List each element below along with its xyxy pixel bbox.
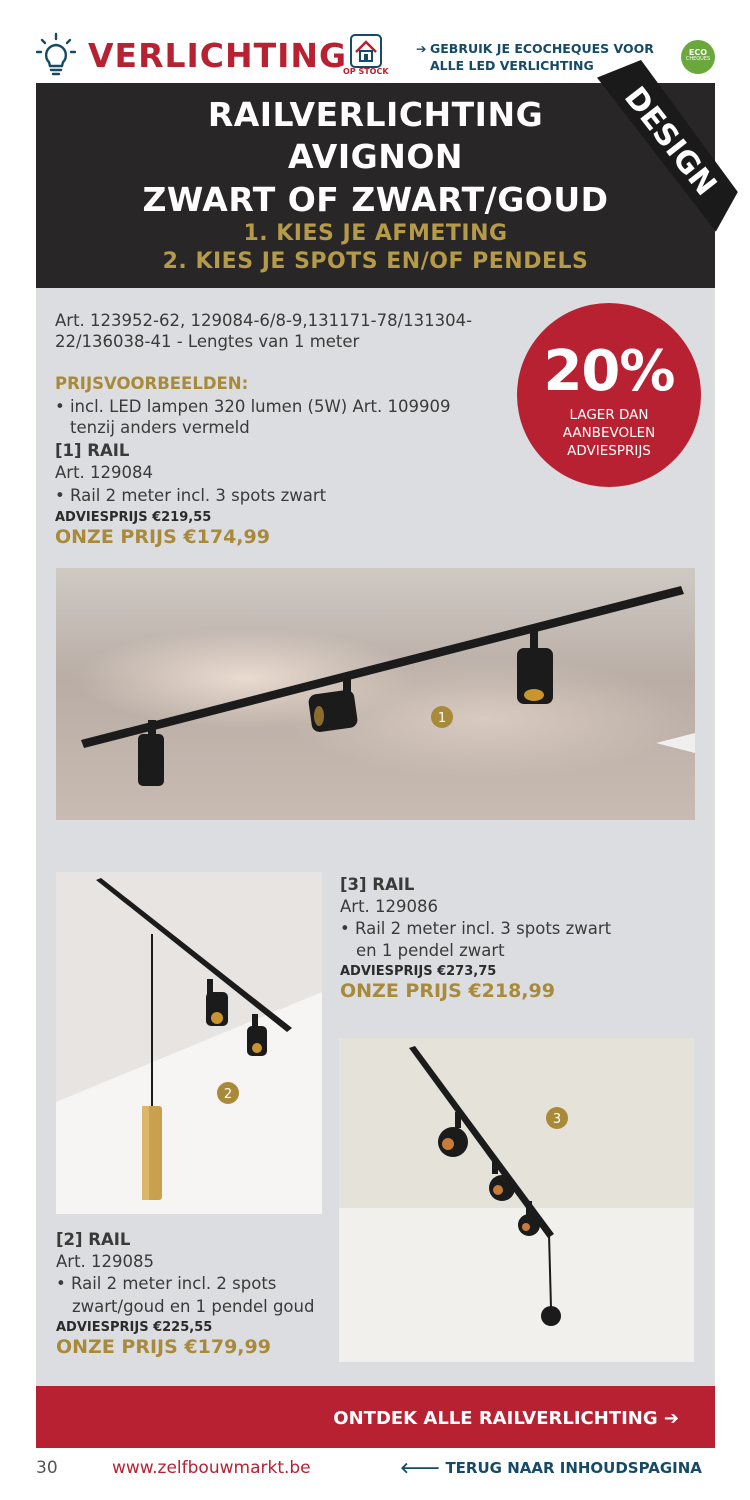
product-3-description-1: • Rail 2 meter incl. 3 spots zwart xyxy=(340,919,612,938)
eco-badge-subtext: CHEQUES xyxy=(685,56,711,63)
banner-title-line-1: RAILVERLICHTING xyxy=(207,95,544,134)
marker-1 xyxy=(430,705,454,729)
marker-3-label: 3 xyxy=(552,1112,562,1127)
eco-line-1: GEBRUIK JE ECOCHEQUES VOOR xyxy=(430,41,654,56)
product-3-price: ONZE PRIJS €218,99 xyxy=(340,980,555,1002)
product-2-article: Art. 129085 xyxy=(56,1252,155,1271)
stock-house-icon xyxy=(350,34,382,68)
discount-line-1: LAGER DAN xyxy=(569,407,649,423)
product-3-photo xyxy=(339,1038,694,1362)
product-2-photo xyxy=(56,872,322,1214)
discount-line-2: AANBEVOLEN xyxy=(562,425,656,441)
article-range-line-1: Art. 123952-62, 129084-6/8-9,131171-78/131304- xyxy=(55,311,473,330)
product-3-article: Art. 129086 xyxy=(340,897,439,916)
arrow-right-icon: ➔ xyxy=(416,41,427,56)
marker-2 xyxy=(216,1081,240,1105)
product-3-advice-price: ADVIESPRIJS €273,75 xyxy=(340,964,497,979)
marker-2-label: 2 xyxy=(223,1087,233,1102)
product-1-description: • Rail 2 meter incl. 3 spots zwart xyxy=(55,486,327,505)
stock-label: OP STOCK xyxy=(343,67,389,76)
product-1-price: ONZE PRIJS €174,99 xyxy=(55,526,270,548)
back-to-contents-link[interactable]: 🡐 TERUG NAAR INHOUDSPAGINA xyxy=(400,1459,702,1477)
product-2-price: ONZE PRIJS €179,99 xyxy=(56,1336,271,1358)
article-range-line-2: 22/136038-41 - Lengtes van 1 meter xyxy=(55,332,360,351)
led-note-line-1: • incl. LED lampen 320 lumen (5W) Art. 109909 xyxy=(55,397,451,416)
product-3-title: [3] RAIL xyxy=(340,875,415,894)
eco-badge-text: ECO xyxy=(688,48,708,57)
marker-3 xyxy=(545,1106,569,1130)
marker-1-label: 1 xyxy=(437,711,447,726)
product-2-title: [2] RAIL xyxy=(56,1230,131,1249)
product-2-advice-price: ADVIESPRIJS €225,55 xyxy=(56,1320,213,1335)
ribbon-text: DESIGN xyxy=(617,80,724,203)
discount-line-3: ADVIESPRIJS xyxy=(567,443,651,459)
eco-line-2: ALLE LED VERLICHTING xyxy=(430,58,594,73)
product-1-advice-price: ADVIESPRIJS €219,55 xyxy=(55,510,212,525)
page-number: 30 xyxy=(36,1458,58,1478)
discount-badge xyxy=(517,303,701,487)
product-3-description-2: en 1 pendel zwart xyxy=(356,941,505,960)
product-1-title: [1] RAIL xyxy=(55,441,130,460)
product-1-article: Art. 129084 xyxy=(55,463,154,482)
lightbulb-icon xyxy=(36,32,76,76)
product-2-description-1: • Rail 2 meter incl. 2 spots xyxy=(56,1274,277,1293)
product-1-photo xyxy=(56,568,695,820)
banner-title-line-3: ZWART OF ZWART/GOUD xyxy=(142,180,609,219)
discover-all-label: ONTDEK ALLE RAILVERLICHTING ➔ xyxy=(333,1408,679,1429)
section-title: VERLICHTING xyxy=(88,36,348,75)
led-note-line-2: tenzij anders vermeld xyxy=(70,418,250,437)
banner-step-2: 2. KIES JE SPOTS EN/OF PENDELS xyxy=(162,249,589,274)
banner-title-line-2: AVIGNON xyxy=(288,137,463,176)
examples-heading: PRIJSVOORBEELDEN: xyxy=(55,374,249,393)
discount-percent: 20% xyxy=(543,339,675,404)
product-2-description-2: zwart/goud en 1 pendel goud xyxy=(72,1297,315,1316)
banner-step-1: 1. KIES JE AFMETING xyxy=(243,221,508,246)
design-ribbon xyxy=(578,60,748,236)
website-link[interactable]: www.zelfbouwmarkt.be xyxy=(112,1458,311,1478)
discover-all-button[interactable] xyxy=(36,1386,715,1448)
